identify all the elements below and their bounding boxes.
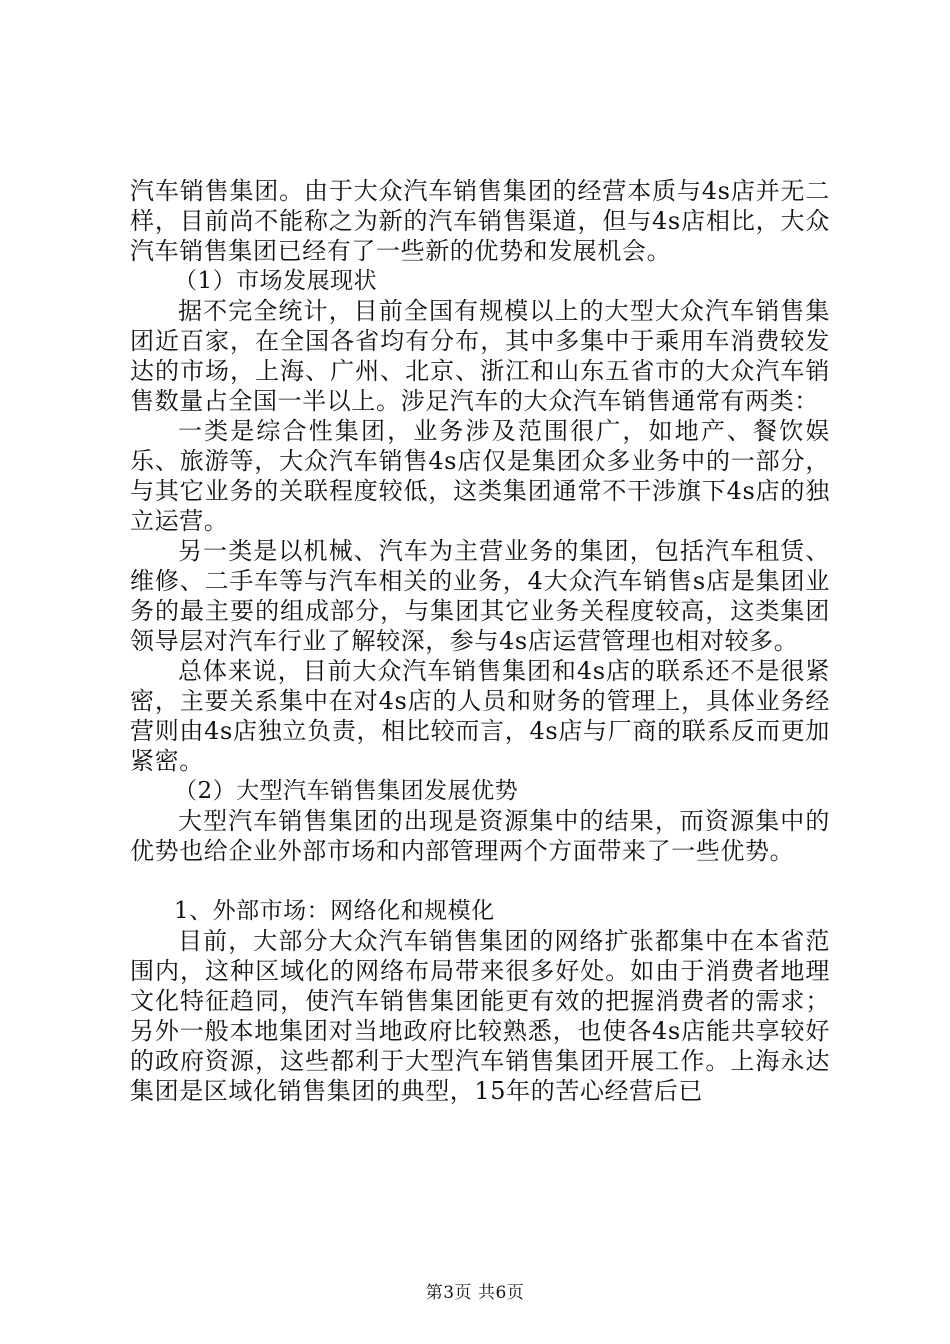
document-body [130,176,830,1106]
page-number-footer: 第3页 共6页 [425,1283,525,1303]
subsection-heading-external-market: 1、外部市场：网络化和规模化 [174,898,495,924]
paragraph-summary: 总体来说，目前大众汽车销售集团和4s店的联系还不是很紧密，主要关系集中在对4s店的人员和财务的管理上，具体业务经营则由4s店独立负责，相比较而言，4s店与厂商的联系反而更加紧密。 [130,657,830,775]
paragraph-intro-continued: 汽车销售集团。由于大众汽车销售集团的经营本质与4s店并无二样，目前尚不能称之为新的汽车销售渠道，但与4s店相比，大众汽车销售集团已经有了一些新的优势和发展机会。 [130,177,830,265]
paragraph-type-one: 一类是综合性集团，业务涉及范围很广，如地产、餐饮娱乐、旅游等，大众汽车销售4s店仅是集团众多业务中的一部分，与其它业务的关联程度较低，这类集团通常不干涉旗下4s店的独立运营。 [130,417,830,535]
paragraph-regional-network: 目前，大部分大众汽车销售集团的网络扩张都集中在本省范围内，这种区域化的网络布局带来很多好处。如由于消费者地理文化特征趋同，使汽车销售集团能更有效的把握消费者的需求；另外一般本地集团对当地政府比较熟悉，也使各4s店能共享较好的政府资源，这些都利于大型汽车销售集团开展工作。上海永达集团是区域化销售集团的典型，15年的苦心经营后已 [130,927,830,1105]
paragraph-advantages: 大型汽车销售集团的出现是资源集中的结果，而资源集中的优势也给企业外部市场和内部管理两个方面带来了一些优势。 [130,807,830,865]
section-heading-advantages: （2）大型汽车销售集团发展优势 [174,778,519,804]
paragraph-type-two: 另一类是以机械、汽车为主营业务的集团，包括汽车租赁、维修、二手车等与汽车相关的业务，4大众汽车销售s店是集团业务的最主要的组成部分，与集团其它业务关程度较高，这类集团领导层对汽车行业了解较深，参与4s店运营管理也相对较多。 [130,537,830,655]
section-heading-market-status: （1）市场发展现状 [174,268,378,294]
paragraph-spacer [130,866,830,896]
paragraph-statistics: 据不完全统计，目前全国有规模以上的大型大众汽车销售集团近百家，在全国各省均有分布，其中多集中于乘用车消费较发达的市场，上海、广州、北京、浙江和山东五省市的大众汽车销售数量占全国一半以上。涉足汽车的大众汽车销售通常有两类： [130,297,830,415]
